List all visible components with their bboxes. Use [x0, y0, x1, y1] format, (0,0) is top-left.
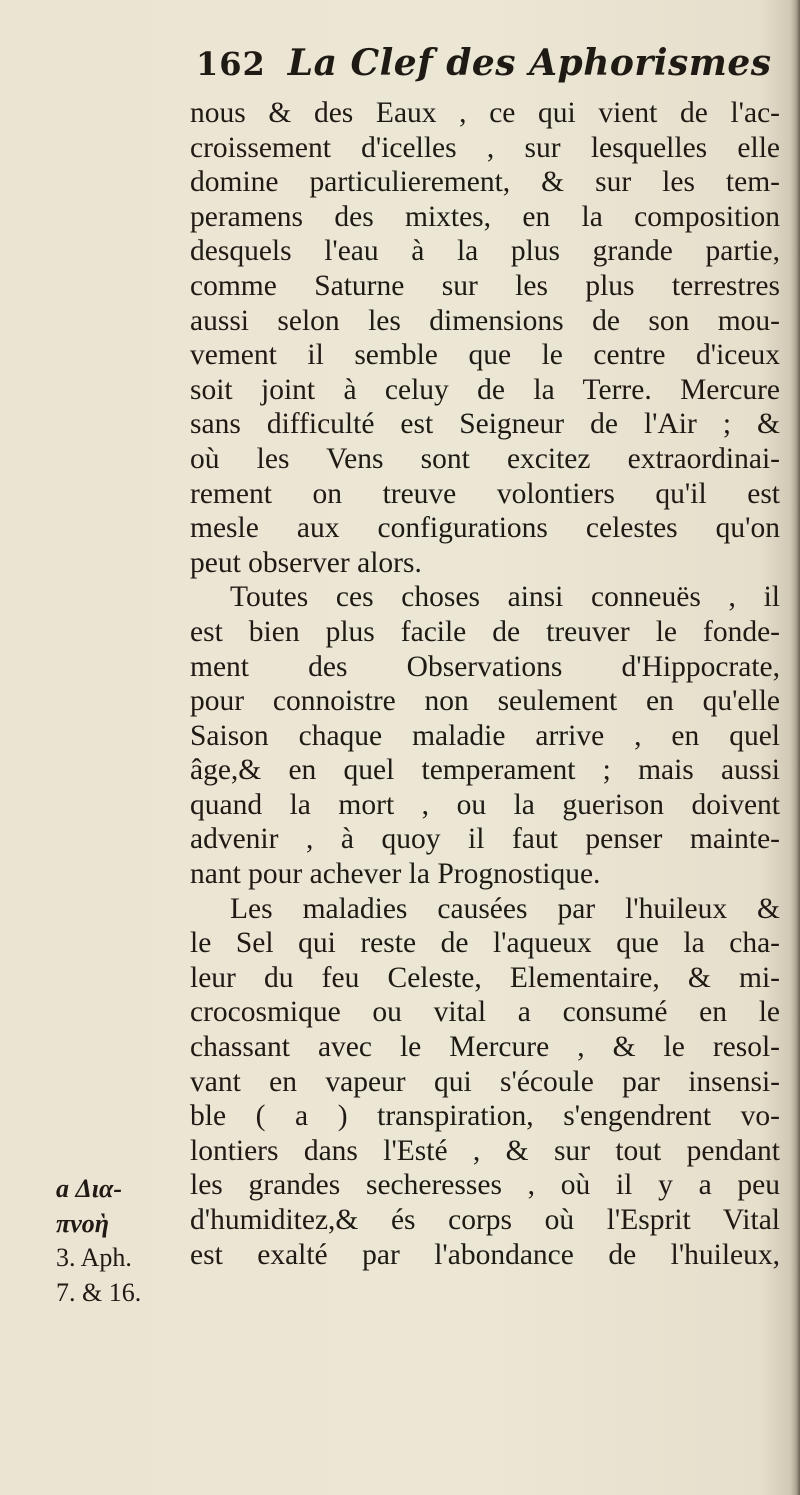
text-line: ble ( a ) transpiration, s'engendrent vo-	[190, 1100, 780, 1133]
text-line: sans difficulté est Seigneur de l'Air ; &	[190, 408, 780, 441]
text-line: le Sel qui reste de l'aqueux que la cha-	[190, 927, 780, 960]
margin-note: 7. & 16.	[56, 1277, 142, 1307]
text-line: nant pour achever la Prognostique.	[190, 858, 601, 891]
text-line: leur du feu Celeste, Elementaire, & mi-	[190, 961, 780, 994]
text-line: où les Vens sont excitez extraordinai-	[190, 442, 780, 475]
text-line: rement on treuve volontiers qu'il est	[190, 477, 780, 510]
text-line: Les maladies causées par l'huileux &	[230, 892, 780, 925]
text-line: crocosmique ou vital a consumé en le	[190, 996, 780, 1029]
text-line: d'humiditez,& és corps où l'Esprit Vital	[190, 1204, 780, 1236]
text-line: quand la mort , ou la guerison doivent	[190, 788, 780, 821]
text-line: vement il semble que le centre d'iceux	[190, 339, 780, 372]
text-line: peramens des mixtes, en la composition	[190, 200, 780, 233]
text-line: pour connoistre non seulement en qu'elle	[190, 685, 780, 718]
text-line: vant en vapeur qui s'écoule par insensi-	[190, 1065, 780, 1098]
page-edge-shadow	[790, 0, 800, 1495]
page-header	[196, 42, 776, 102]
text-line: desquels l'eau à la plus grande partie,	[190, 235, 780, 268]
text-line: comme Saturne sur les plus terrestres	[190, 269, 780, 302]
margin-note: 3. Aph.	[56, 1243, 132, 1273]
text-line: est exalté par l'abondance de l'huileux,	[190, 1238, 780, 1271]
text-line: advenir , à quoy il faut penser mainte-	[190, 823, 780, 856]
text-line: est bien plus facile de treuver le fonde-	[190, 615, 780, 648]
text-line: croissement d'icelles , sur lesquelles elle	[190, 131, 780, 164]
text-line: ment des Observations d'Hippocrate,	[190, 650, 780, 683]
text-line: aussi selon les dimensions de son mou-	[190, 304, 780, 337]
text-line: lontiers dans l'Esté , & sur tout pendant	[190, 1134, 780, 1167]
page-number: 162	[196, 45, 266, 83]
text-line: domine particulierement, & sur les tem-	[190, 166, 780, 199]
text-line: Saison chaque maladie arrive , en quel	[190, 719, 780, 752]
text-line: âge,& en quel temperament ; mais aussi	[190, 754, 780, 787]
text-line: chassant avec le Mercure , & le resol-	[190, 1031, 780, 1064]
text-line: Toutes ces choses ainsi conneuës , il	[230, 581, 780, 614]
text-line: peut observer alors.	[190, 546, 422, 579]
text-line: mesle aux configurations celestes qu'on	[190, 512, 780, 545]
margin-note: πνοὴ	[56, 1208, 110, 1238]
text-line: soit joint à celuy de la Terre. Mercure	[190, 373, 780, 406]
text-line: nous & des Eaux , ce qui vient de l'ac-	[190, 97, 780, 129]
running-title: La Clef des Aphorismes	[287, 42, 772, 84]
text-line: les grandes secheresses , où il y a peu	[190, 1169, 780, 1202]
margin-notes	[56, 1172, 186, 1310]
margin-note: a Δια-	[56, 1174, 123, 1203]
body-text	[190, 96, 780, 1272]
